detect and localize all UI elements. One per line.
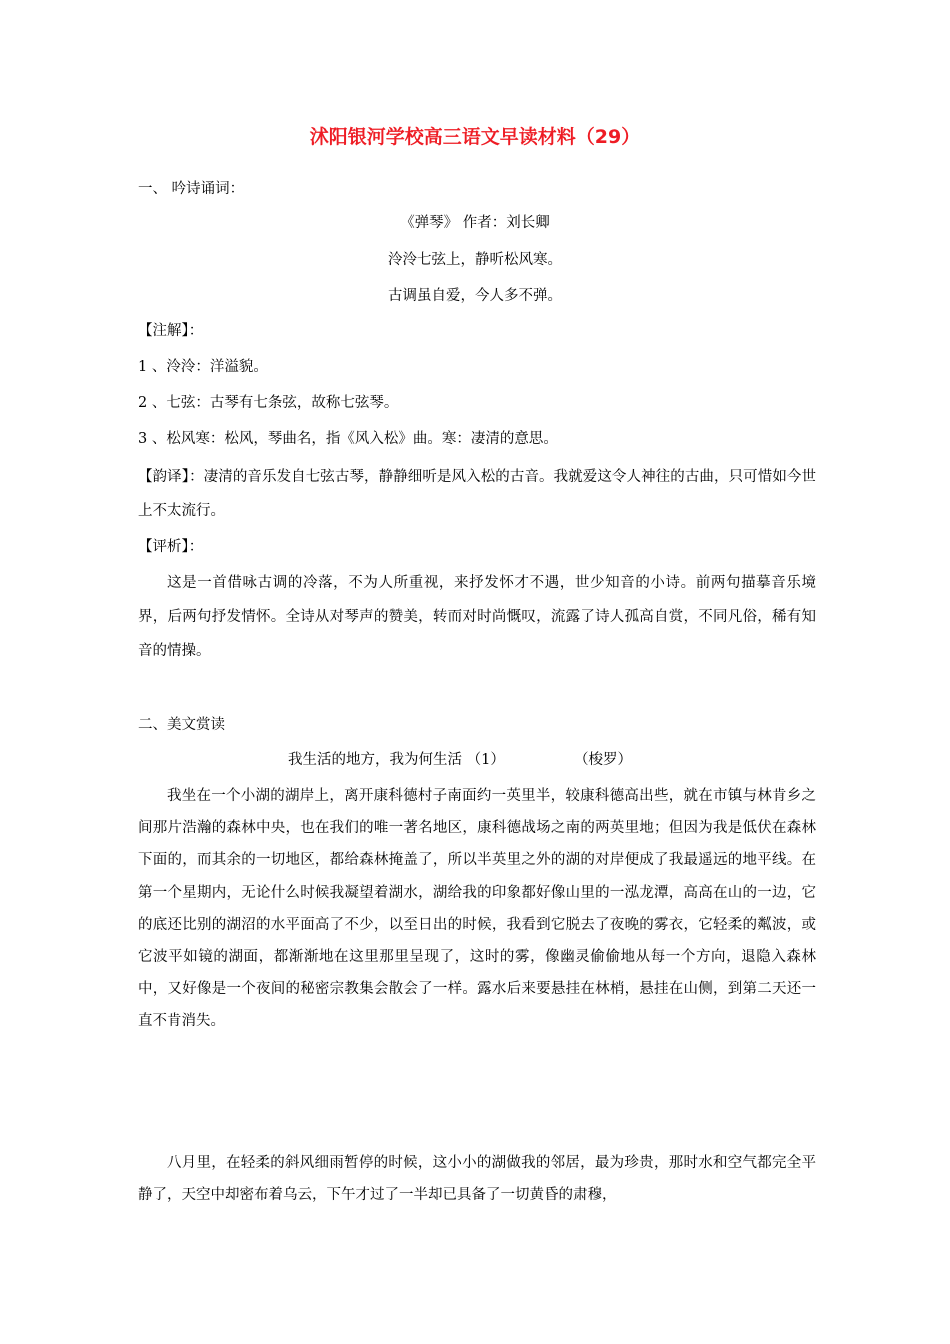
note-item-3: 3 、松风寒：松风，琴曲名，指《风入松》曲。寒：凄清的意思。 xyxy=(138,431,558,447)
document-title: 沭阳银河学校高三语文早读材料（29） xyxy=(309,126,641,148)
note-item-2: 2 、七弦：古琴有七条弦，故称七弦琴。 xyxy=(138,395,399,411)
article-paragraph-2: 八月里，在轻柔的斜风细雨暂停的时候，这小小的湖做我的邻居，最为珍贵，那时水和空气都完全平静了，天空中却密布着乌云，下午才过了一半却已具备了一切黄昏的肃穆， xyxy=(138,1155,816,1204)
translation-paragraph: 【韵译】：凄清的音乐发自七弦古琴，静静细听是风入松的古音。我就爱这令人神往的古曲，只可惜如今世上不太流行。 xyxy=(138,469,816,519)
article-author: （梭罗） xyxy=(574,752,632,768)
article-title: 我生活的地方，我为何生活 （1） xyxy=(288,752,505,768)
article-paragraph-1: 我坐在一个小湖的湖岸上，离开康科德村子南面约一英里半，较康科德高出些，就在市镇与林肯乡之间那片浩瀚的森林中央，也在我们的唯一著名地区，康科德战场之南的两英里地；但因为我是低伏在森林下面的，而其余的一切地区，都给森林掩盖了，所以半英里之外的湖的对岸便成了我最遥远的地平线。在第一个星期内，无论什么时候我凝望着湖水，湖给我的印象都好像山里的一泓龙潭，高高在山的一边，它的底还比别的湖沼的水平面高了不少，以至日出的时候，我看到它脱去了夜晚的雾衣，它轻柔的粼波，或它波平如镜的湖面，都渐渐地在这里那里呈现了，这时的雾，像幽灵偷偷地从每一个方向，退隐入森林中，又好像是一个夜间的秘密宗教集会散会了一样。露水后来要悬挂在林梢，悬挂在山侧，到第二天还一直不肯消失。 xyxy=(138,788,816,1030)
analysis-paragraph: 这是一首借咏古调的冷落，不为人所重视，来抒发怀才不遇，世少知音的小诗。前两句描摹音乐境界，后两句抒发情怀。全诗从对琴声的赞美，转而对时尚慨叹，流露了诗人孤高自赏，不同凡俗，稀有知音的情操。 xyxy=(138,575,816,659)
analysis-label: 【评析】： xyxy=(138,539,204,555)
section-2-heading: 二、美文赏读 xyxy=(138,717,225,733)
poem-line-1: 泠泠七弦上，静听松风寒。 xyxy=(388,252,562,268)
poem-title: 《弹琴》 作者：刘长卿 xyxy=(400,215,550,231)
note-item-1: 1 、泠泠：洋溢貌。 xyxy=(138,359,268,375)
section-1-heading: 一、 吟诗诵词： xyxy=(138,181,245,197)
poem-line-2: 古调虽自爱，今人多不弹。 xyxy=(388,288,562,304)
notes-label: 【注解】： xyxy=(138,323,204,339)
